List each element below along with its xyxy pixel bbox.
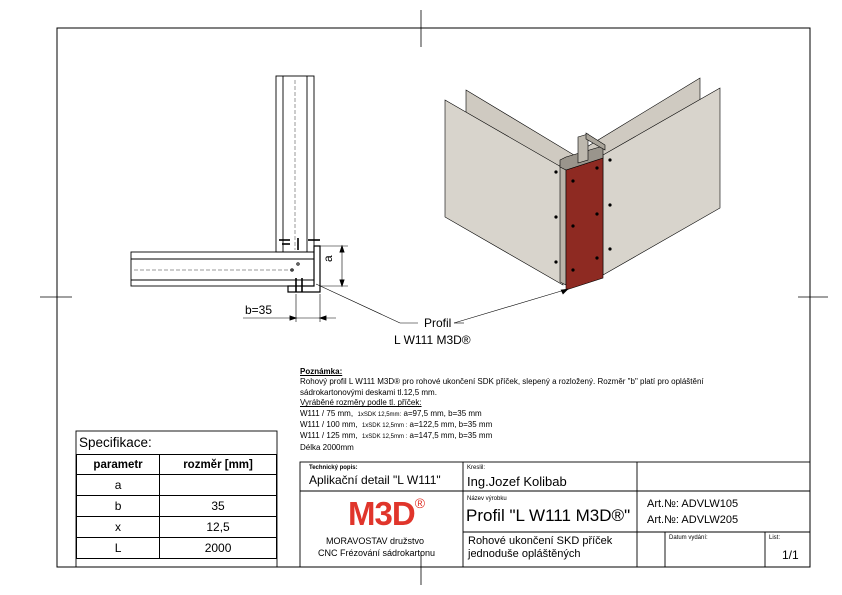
table-row: a [77,475,277,496]
sheet-value: 1/1 [782,548,799,562]
note-row: W111 / 125 mm, 1xSDK 12,5mm : a=147,5 mm, b=35 mm [300,431,493,441]
note-row: W111 / 75 mm, 1xSDK 12,5mm: a=97,5 mm, b=35 mm [300,408,482,418]
spec-title: Specifikace: [79,435,152,450]
product-label: Název výrobku [467,496,507,502]
callout-line2: L W111 M3D® [394,333,471,347]
tech-value: Aplikační detail "L W111" [309,473,441,487]
article-number-2: Art.№: ADVLW205 [647,514,739,526]
description-line2: jednoduše opláštěných [468,548,581,560]
section-view [131,76,418,323]
sheet-label: List: [769,535,781,541]
description-line1: Rohové ukončení SKD příček [468,535,613,547]
note-row: W111 / 100 mm, 1xSDK 12,5mm : a=122,5 mm, b=35 mm [300,420,493,430]
spec-header-param: parametr [77,455,160,475]
dimension-a-label: a [321,255,335,262]
note-text2: sádrokartonovými deskami tl.12,5 mm. [300,387,437,397]
product-value: Profil "L W111 M3D®" [466,506,631,525]
table-row: b 35 [77,496,277,517]
note-subheading: Vyráběné rozměry podle tl. příček: [300,398,422,408]
dimension-b-label: b=35 [245,303,273,317]
tech-label: Technický popis: [309,465,358,471]
company-line1: MORAVOSTAV družstvo [326,536,425,546]
spec-table [76,454,277,559]
note-text1: Rohový profil L W111 M3D® pro rohové ukončení SDK příček, slepený a rozložený. Rozměr "b" platí pro opláštění [300,377,704,387]
m3d-logo: M3D® [348,495,425,532]
note-length: Délka 2000mm [300,442,354,452]
table-row: x 12,5 [77,517,277,538]
callout-line1: Profil [424,316,452,330]
table-row: L 2000 [77,538,277,559]
drew-label: Kreslil: [467,465,486,471]
article-number-1: Art.№: ADVLW105 [647,498,739,510]
date-label: Datum vydání: [669,535,708,541]
note-block [300,367,704,453]
spec-header-size: rozměr [mm] [160,455,277,475]
note-heading: Poznámka: [300,367,343,376]
drew-value: Ing.Jozef Kolibab [467,474,567,489]
company-line2: CNC Frézování sádrokartonu [318,548,436,558]
isometric-view [445,78,720,323]
